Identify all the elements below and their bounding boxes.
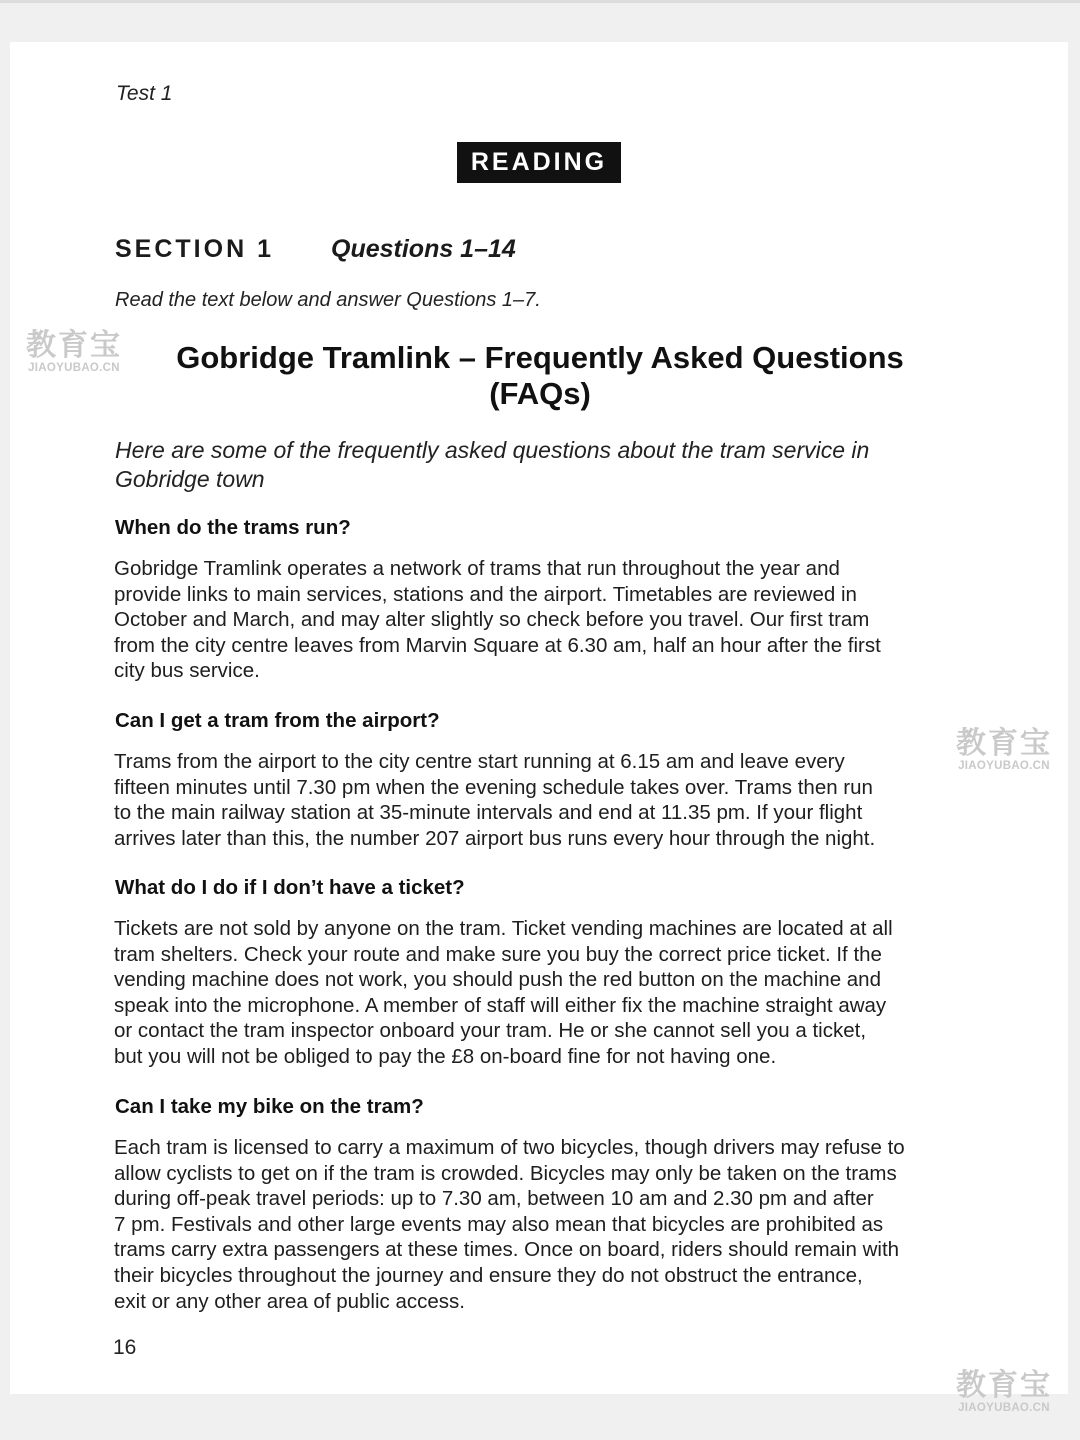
answer-line: their bicycles throughout the journey and ensure they do not obstruct the entrance, [114, 1263, 863, 1287]
section-label: SECTION 1 [115, 235, 274, 263]
answer-line: 7 pm. Festivals and other large events may also mean that bicycles are prohibited as [114, 1212, 884, 1236]
title-line: Gobridge Tramlink – Frequently Asked Questions [176, 340, 904, 375]
answer-line: Trams from the airport to the city centre start running at 6.15 am and leave every [114, 750, 845, 773]
title-line: (FAQs) [489, 376, 591, 411]
watermark-logo [947, 728, 1061, 773]
answer-line: fifteen minutes until 7.30 pm when the evening schedule takes over. Trams then run [114, 775, 873, 799]
watermark-logo [17, 330, 131, 375]
faq-question: Can I take my bike on the tram? [115, 1095, 424, 1118]
answer-line: Each tram is licensed to carry a maximum of two bicycles, though drivers may refuse to [114, 1136, 905, 1159]
intro-line: Gobridge town [115, 466, 265, 492]
top-border [0, 0, 1080, 3]
intro-text [115, 436, 935, 494]
answer-line: arrives later than this, the number 207 airport bus runs every hour through the night. [114, 826, 876, 850]
answer-line: provide links to main services, stations and the airport. Timetables are reviewed in [114, 582, 857, 606]
watermark-url: JIAOYUBAO.CN [958, 760, 1050, 772]
answer-line: Gobridge Tramlink operates a network of trams that run throughout the year and [114, 557, 840, 580]
page-number: 16 [113, 1336, 137, 1359]
faq-question: What do I do if I don’t have a ticket? [115, 876, 465, 899]
watermark-url: JIAOYUBAO.CN [958, 1402, 1050, 1414]
intro-line: Here are some of the frequently asked questions about the tram service in [115, 437, 870, 463]
reading-label: READING [470, 148, 608, 176]
answer-line: from the city centre leaves from Marvin Square at 6.30 am, half an hour after the first [114, 633, 881, 657]
faq-answer [114, 1135, 970, 1314]
answer-line: city bus service. [114, 659, 260, 683]
answer-line: to the main railway station at 35-minute intervals and end at 11.35 pm. If your flight [114, 801, 863, 825]
watermark-text: 教育宝 [956, 727, 1052, 760]
answer-line: but you will not be obliged to pay the £8 on-board fine for not having one. [114, 1044, 777, 1068]
document-title [130, 340, 950, 412]
answer-line: speak into the microphone. A member of staff will either fix the machine straight away [114, 993, 887, 1017]
answer-line: October and March, and may alter slightly so check before you travel. Our first tram [114, 608, 870, 632]
test-label: Test 1 [116, 82, 173, 105]
faq-question: Can I get a tram from the airport? [115, 709, 440, 732]
watermark-text: 教育宝 [26, 329, 122, 362]
answer-line: Tickets are not sold by anyone on the tram. Ticket vending machines are located at all [114, 917, 893, 940]
section-heading [115, 235, 516, 264]
watermark-logo [947, 1370, 1061, 1415]
watermark-text: 教育宝 [956, 1369, 1052, 1402]
answer-line: vending machine does not work, you should push the red button on the machine and [114, 968, 881, 992]
faq-answer [114, 749, 970, 851]
reading-banner [457, 142, 621, 183]
faq-answer [114, 556, 970, 684]
answer-line: tram shelters. Check your route and make sure you buy the correct price ticket. If the [114, 942, 882, 966]
answer-line: trams carry extra passengers at these times. Once on board, riders should remain with [114, 1238, 900, 1262]
questions-range: Questions 1–14 [331, 235, 516, 263]
answer-line: exit or any other area of public access. [114, 1289, 465, 1313]
answer-line: allow cyclists to get on if the tram is crowded. Bicycles may only be taken on the trams [114, 1161, 897, 1185]
faq-question: When do the trams run? [115, 516, 351, 539]
answer-line: or contact the tram inspector onboard your tram. He or she cannot sell you a ticket, [114, 1019, 867, 1043]
faq-answer [114, 916, 970, 1070]
answer-line: during off-peak travel periods: up to 7.30 am, between 10 am and 2.30 pm and after [114, 1187, 874, 1211]
watermark-url: JIAOYUBAO.CN [28, 362, 120, 374]
instruction-text: Read the text below and answer Questions 1–7. [115, 289, 541, 311]
